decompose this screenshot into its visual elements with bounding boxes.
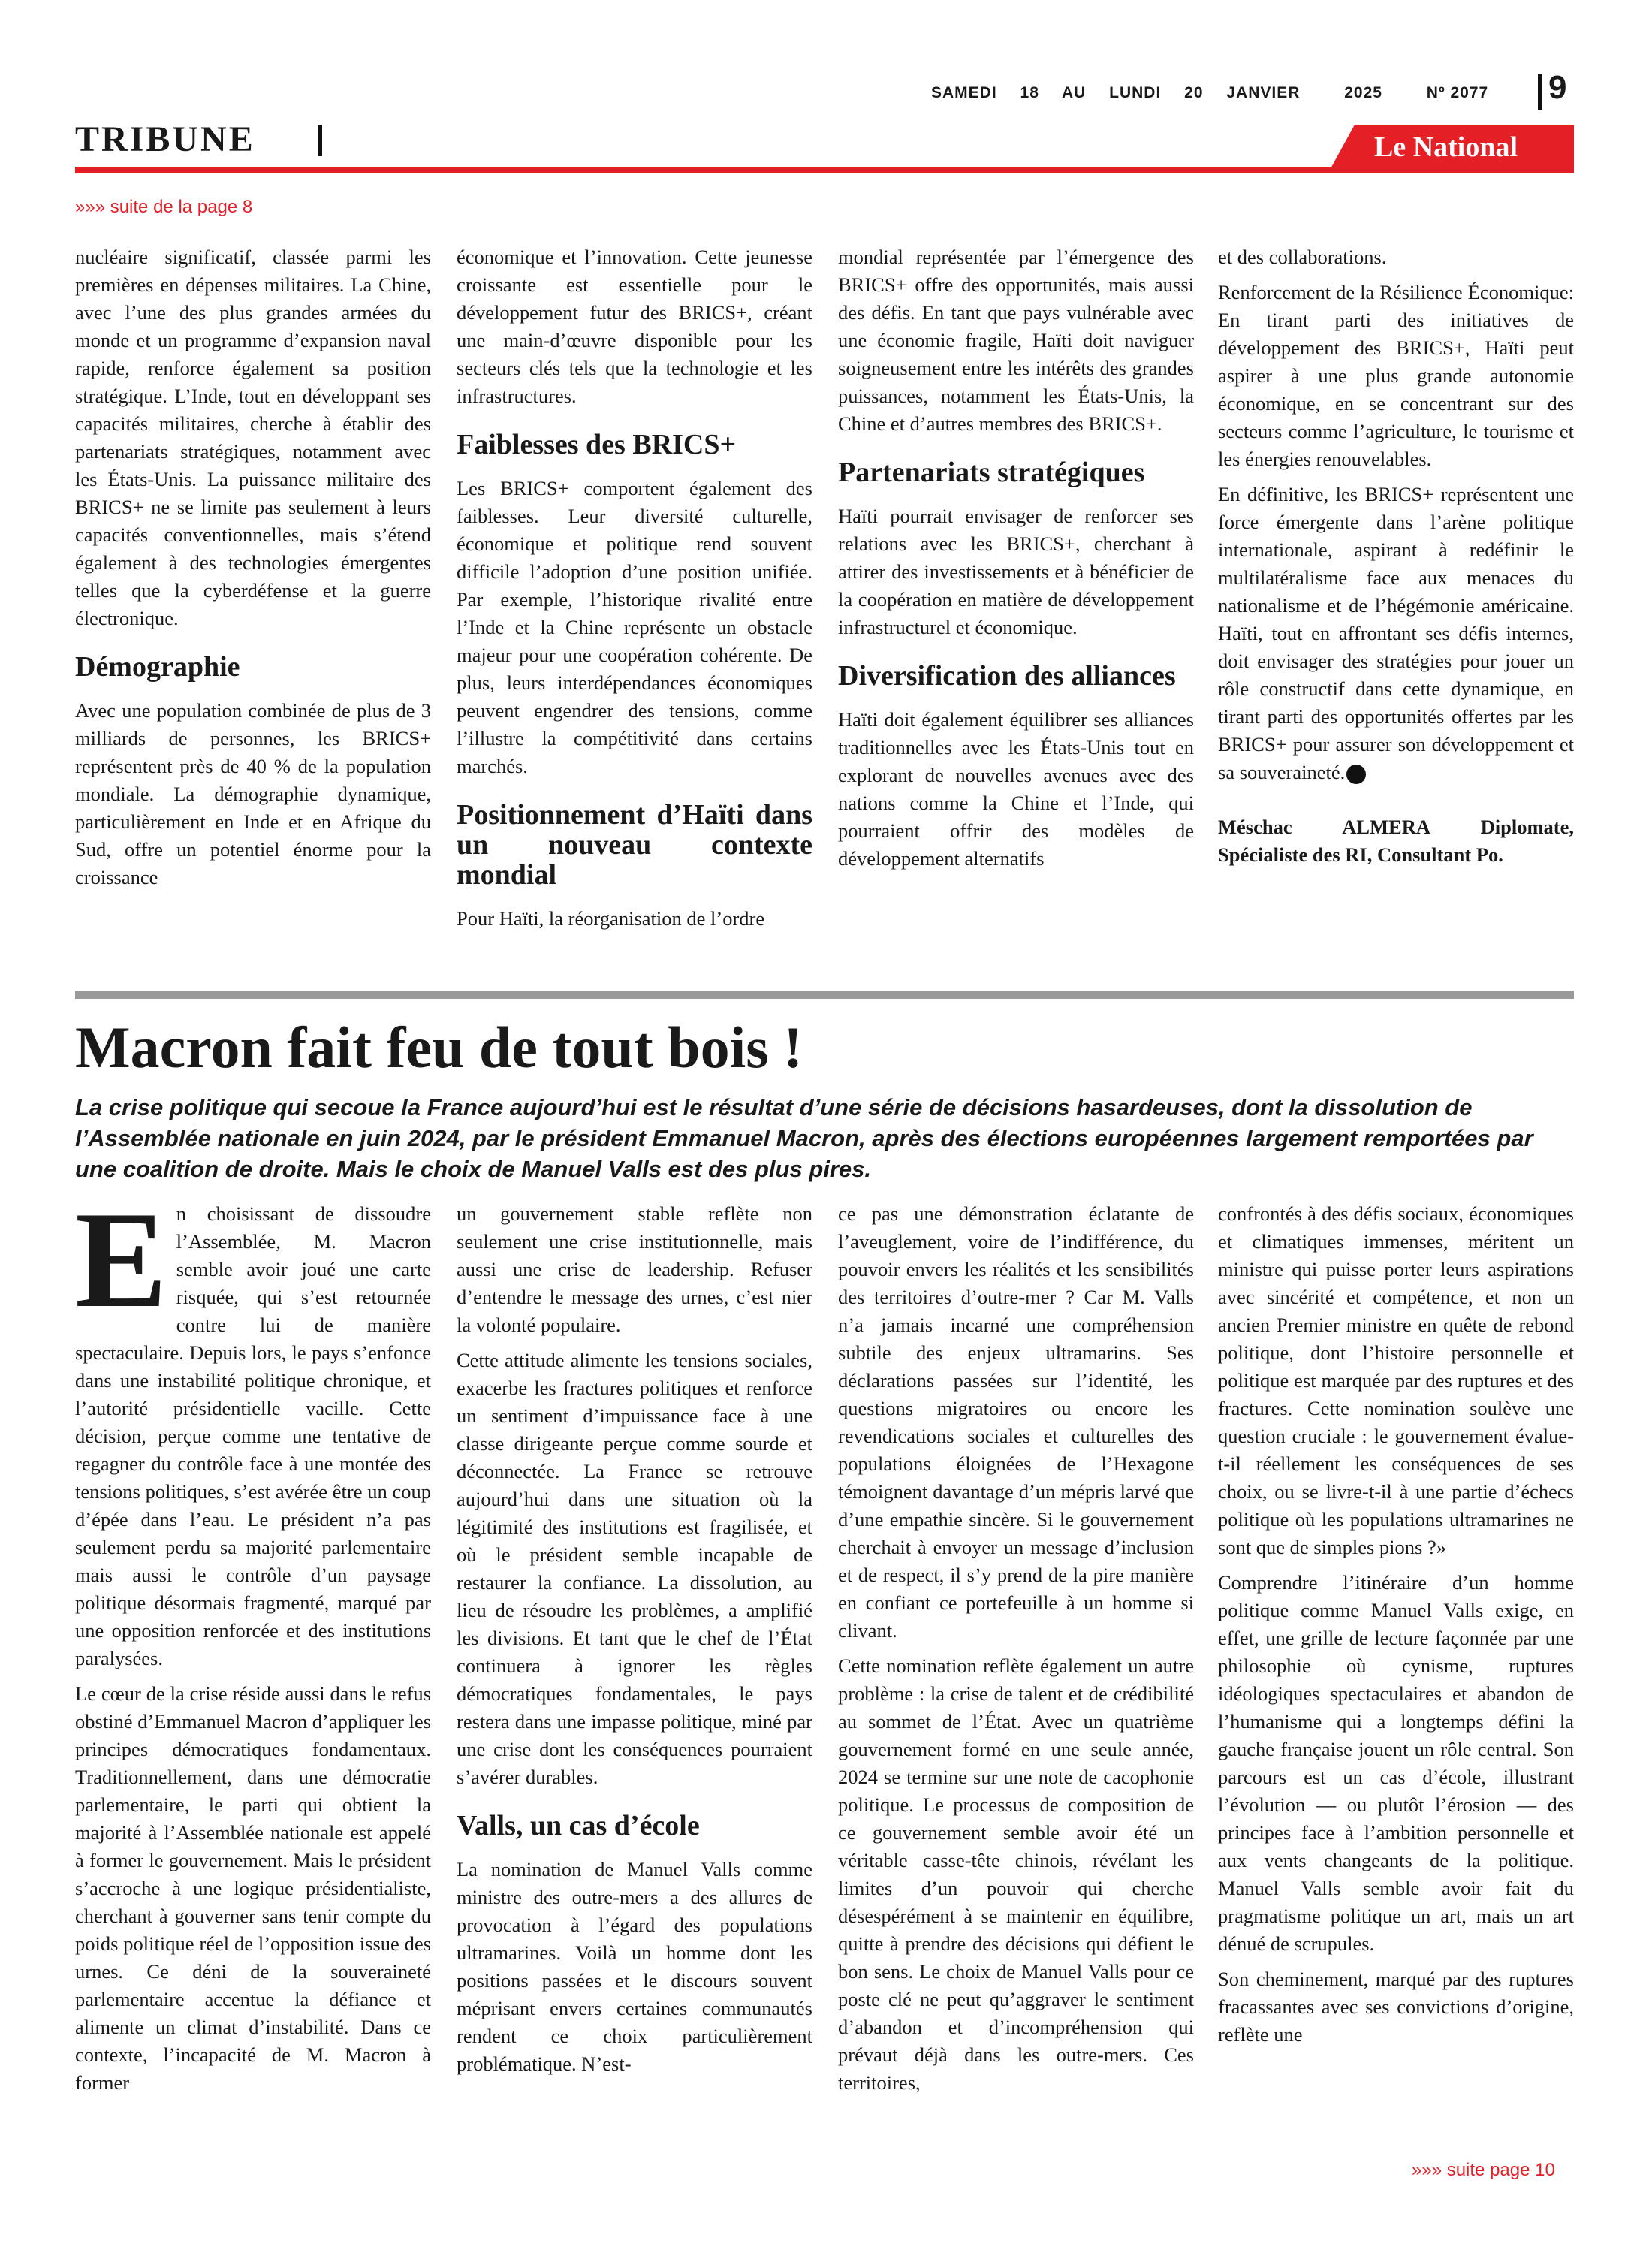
paragraph: Haïti pourrait envisager de renforcer ses relations avec les BRICS+, cherchant à attirer des investissements et à bénéficier de la coopération en matière de développement infrastructurel et économique. xyxy=(838,505,1194,638)
author-signature: Méschac ALMERA Diplomate, Spécialiste des RI, Consultant Po. xyxy=(1218,816,1574,866)
date-word: AU xyxy=(1061,84,1087,101)
article2-column-4 xyxy=(1218,1200,1574,2056)
paragraph: Avec une population combinée de plus de 3 milliards de personnes, les BRICS+ représentent près de 40 % de la population mondiale. La démographie dynamique, particulièrement en Inde et en Afrique du Sud, offre un potentiel énorme pour la croissance xyxy=(75,699,431,888)
section-title: TRIBUNE xyxy=(75,119,255,159)
article1-column-1 xyxy=(75,243,431,899)
article1-column-2 xyxy=(457,243,812,940)
brand-name: Le National xyxy=(1374,131,1518,163)
date-word: 20 xyxy=(1184,84,1204,101)
subheading: Démographie xyxy=(75,651,240,683)
article1-column-3 xyxy=(838,243,1194,880)
paragraph: Cette attitude alimente les tensions sociales, exacerbe les fractures politiques et renforce un sentiment d’impuissance face à une classe dirigeante perçue comme sourde et déconnectée. La France se retrouve aujourd’hui dans une situation où la légitimité des institutions est fragilisée, et où le président semble incapable de restaurer la confiance. La dissolution, au lieu de résoudre les problèmes, a amplifié les divisions. Et tant que le chef de l’État continuera à ignorer les règles démocratiques fondamentales, le pays restera dans une impasse politique, miné par une crise dont les conséquences pourraient s’avérer durables. xyxy=(457,1349,812,1788)
article2-column-2 xyxy=(457,1200,812,2086)
article-headline: Macron fait feu de tout bois ! xyxy=(75,1015,803,1080)
paragraph: Cette nomination reflète également un autre problème : la crise de talent et de crédibilité au sommet de l’État. Avec un quatrième gouvernement formé en une seule année, 2024 se termine sur une note de cacophonie politique. Le processus de composition de ce gouvernement semble avoir été un véritable casse-tête chinois, révélant les limites d’un pouvoir qui cherche désespérément à se maintenir en équilibre, quitte à prendre des décisions qui défient le bon sens. Le choix de Manuel Valls pour ce poste clé ne peut qu’aggraver le sentiment d’abandon et d’incompréhension qui prévaut déjà dans les outre-mers. Ces territoires, xyxy=(838,1654,1194,2094)
paragraph: et des collaborations. xyxy=(1218,246,1387,268)
date-word: JANVIER xyxy=(1226,84,1301,101)
paragraph: Les BRICS+ comportent également des faiblesses. Leur diversité culturelle, économique et politique rend souvent difficile l’adoption d’une position unifiée. Par exemple, l’historique rivalité entre l’Inde et la Chine représente un obstacle majeur pour une coopération cohérente. De plus, leurs interdépendances économiques peuvent engendrer des tensions, comme l’illustre la compétitivité dans certains marchés. xyxy=(457,477,812,777)
paragraph-text: n choisissant de dissoudre l’Assemblée, M. Macron semble avoir joué une carte risquée, qui s’est retournée contre lui de manière spectaculaire. Depuis lors, le pays s’enfonce dans une instabilité politique chronique, et l’autorité présidentielle vacille. Cette décision, perçue comme une tentative de regagner du contrôle face à une montée des tensions politiques, s’est avérée être un coup d’épée dans l’eau. Le président n’a pas seulement perdu sa majorité parlementaire mais aussi le contrôle d’un paysage politique désormais fragmenté, marqué par une opposition renforcée et des institutions paralysées. xyxy=(75,1202,431,1669)
drop-cap: E xyxy=(75,1183,167,1336)
issue-number: Nº 2077 xyxy=(1426,84,1489,101)
paragraph: ce pas une démonstration éclatante de l’aveuglement, voire de l’indifférence, du pouvoir envers les réalités et les sensibilités des territoires d’outre-mer ? Car M. Valls n’a jamais incarné une compréhension subtile des enjeux ultramarins. Ses déclarations passées sur l’identité, les questions migratoires ou encore les revendications sociales et culturelles des populations éloignées de l’Hexagone témoignent davantage d’un mépris larvé que d’une empathie sincère. Si le gouvernement cherchait à envoyer un message d’inclusion et de respect, il s’y prend de la pire manière en confiant ce portefeuille à un homme si clivant. xyxy=(838,1202,1194,1642)
subheading: Positionnement d’Haïti dans un nouveau contexte mondial xyxy=(457,799,812,891)
page-number-divider xyxy=(1538,74,1542,110)
section-divider xyxy=(318,125,322,156)
paragraph: un gouvernement stable reflète non seulement une crise institutionnelle, mais aussi une crise de leadership. Refuser d’entendre le message des urnes, c’est nier la volonté populaire. xyxy=(457,1202,812,1336)
date-year: 2025 xyxy=(1344,84,1382,101)
paragraph xyxy=(75,1183,431,1672)
continued-from-link[interactable]: »»» suite de la page 8 xyxy=(75,197,253,217)
paragraph: La nomination de Manuel Valls comme ministre des outre-mers a des allures de provocation à l’égard des populations ultramarines. Voilà un homme dont les positions passées et le discours souvent méprisant envers certaines communautés rendent ce choix particulièrement problématique. N’est- xyxy=(457,1858,812,2075)
paragraph: Pour Haïti, la réorganisation de l’ordre xyxy=(457,907,765,930)
paragraph: Haïti doit également équilibrer ses alliances traditionnelles avec les États-Unis tout en explorant de nouvelles avenues avec des nations comme la Chine et l’Inde, qui pourraient offrir des modèles de développement alternatifs xyxy=(838,708,1194,870)
paragraph xyxy=(1218,481,1574,786)
paragraph: nucléaire significatif, classée parmi les premières en dépenses militaires. La Chine, avec l’une des plus grandes armées du monde et un programme d’expansion naval rapide, renforce également sa position stratégique. L’Inde, tout en développant ses capacités militaires, cherche à établir des partenariats stratégiques, notamment avec les États-Unis. La puissance militaire des BRICS+ ne se limite pas seulement à leurs capacités conventionnelles, mais s’étend également à des technologies émergentes telles que la cyberdéfense et la guerre électronique. xyxy=(75,246,431,629)
paragraph: Son cheminement, marqué par des ruptures fracassantes avec ses convictions d’origine, reflète une xyxy=(1218,1968,1574,2046)
paragraph: confrontés à des défis sociaux, économiques et climatiques immenses, méritent un ministre qui puisse porter leurs aspirations avec sincérité et compétence, et non un ancien Premier ministre en quête de rebond politique, dont l’histoire personnelle et politique est marquée par des ruptures et des fractures. Cette nomination soulève une question cruciale : le gouvernement évalue-t-il réellement les conséquences de ses choix, ou se livre-t-il à une partie d’échecs politique où les populations ultramarines ne sont que de simples pions ?» xyxy=(1218,1202,1574,1558)
paragraph: Renforcement de la Résilience Économique: En tirant parti des initiatives de développement des BRICS+, Haïti peut aspirer à une plus grande autonomie économique, en se concentrant sur des secteurs comme l’agriculture, le tourisme et les énergies renouvelables. xyxy=(1218,281,1574,470)
end-of-article-icon xyxy=(1346,765,1366,784)
subheading: Partenariats stratégiques xyxy=(838,457,1145,488)
paragraph: mondial représentée par l’émergence des BRICS+ offre des opportunités, mais aussi des défis. En tant que pays vulnérable avec une économie fragile, Haïti doit naviguer soigneusement entre les intérêts des grandes puissances, notamment les États-Unis, la Chine et d’autres membres des BRICS+. xyxy=(838,246,1194,435)
article2-column-3 xyxy=(838,1200,1194,2104)
article2-column-1 xyxy=(75,1183,431,2104)
subheading: Faiblesses des BRICS+ xyxy=(457,429,737,460)
article1-column-4 xyxy=(1218,243,1574,876)
article-separator xyxy=(75,991,1574,999)
paragraph-text: En définitive, les BRICS+ représentent une force émergente dans l’arène politique internationale, aspirant à redéfinir le multilatéralisme face aux menaces du nationalisme et de l’hégémonie américaine. Haïti, tout en affrontant ses défis internes, doit envisager des stratégies pour jouer un rôle constructif dans cette dynamique, en tirant parti des opportunités offertes par les BRICS+ pour assurer son développement et sa souveraineté. xyxy=(1218,483,1574,783)
date-word: LUNDI xyxy=(1109,84,1162,101)
page-number: 9 xyxy=(1548,69,1567,106)
paragraph: économique et l’innovation. Cette jeunesse croissante est essentielle pour le développement futur des BRICS+, créant une main-d’œuvre disponible pour les secteurs clés tels que la technologie et les infrastructures. xyxy=(457,246,812,407)
paragraph: Comprendre l’itinéraire d’un homme politique comme Manuel Valls exige, en effet, une grille de lecture façonnée par une philosophie où cynisme, ruptures idéologiques spectaculaires et abandon de l’humanisme qui a longtemps défini la gauche française jouent un rôle central. Son parcours est un cas d’école, illustrant l’évolution — ou plutôt l’érosion — des principes face à l’ambition personnelle et aux vents changeants de la politique. Manuel Valls semble avoir fait du pragmatisme politique un art, mais un art dénué de scrupules. xyxy=(1218,1571,1574,1955)
date-word: 18 xyxy=(1020,84,1039,101)
article-deck: La crise politique qui secoue la France aujourd’hui est le résultat d’une série de décisions hasardeuses, dont la dissolution de l’Assemblée nationale en juin 2024, par le président Emmanuel Macron, après des élections européennes largement remportées par une coalition de droite. Mais le choix de Manuel Valls est des plus pires. xyxy=(75,1094,1533,1182)
subheading: Diversification des alliances xyxy=(838,660,1176,692)
paragraph: Le cœur de la crise réside aussi dans le refus obstiné d’Emmanuel Macron d’appliquer les principes démocratiques fondamentaux. Traditionnellement, dans une démocratie parlementaire, le parti qui obtient la majorité à l’Assemblée nationale est appelé à former le gouvernement. Mais le président s’accroche à une logique présidentialiste, cherchant à gouverner sans tenir compte du poids politique réel de l’opposition issue des urnes. Ce déni de la souveraineté parlementaire accentue la défiance et alimente un climat d’instabilité. Dans ce contexte, l’incapacité de M. Macron à former xyxy=(75,1682,431,2094)
issue-date-line xyxy=(931,84,1506,102)
date-word: SAMEDI xyxy=(931,84,997,101)
subheading: Valls, un cas d’école xyxy=(457,1810,700,1841)
continued-to-link[interactable]: »»» suite page 10 xyxy=(1412,2160,1555,2180)
